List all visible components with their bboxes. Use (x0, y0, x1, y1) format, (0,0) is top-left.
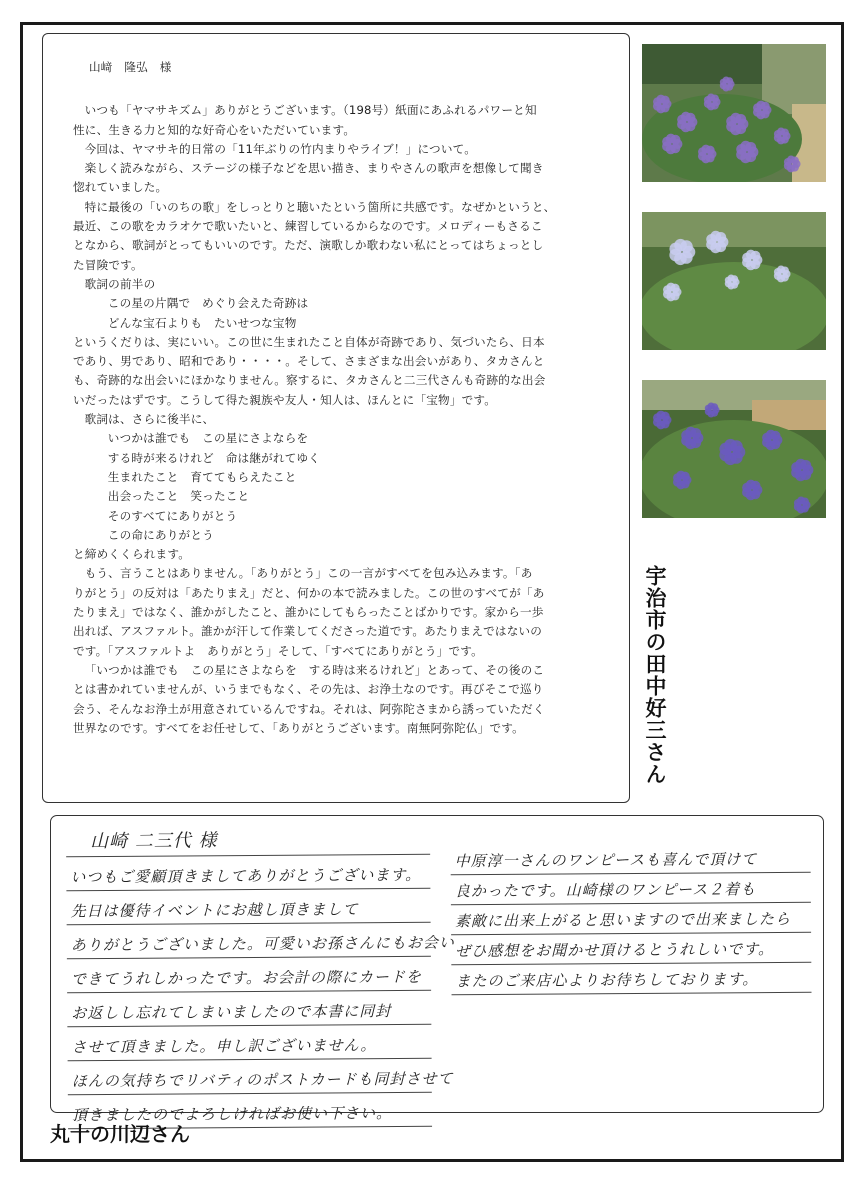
letter-line: この命にありがとう (107, 527, 214, 542)
note-line: 先日は優待イベントにお越し頂きまして (66, 889, 430, 926)
letter-body (73, 101, 611, 738)
letter-line: というくだりは、実にいい。この世に生まれたこと自体が奇跡であり、気づいたら、日本 (73, 334, 545, 349)
note-salutation: 山崎 二三代 様 (66, 821, 430, 858)
letter-line: いつも「ヤマサキズム」ありがとうございます。（198号）紙面にあふれるパワーと知 (84, 103, 537, 118)
note-line: させて頂きました。申し訳ございません。 (67, 1025, 431, 1062)
letter-line: もう、言うことはありません。「ありがとう」この一言がすべてを包み込みます。「あ (84, 566, 533, 581)
letter-line: も、奇跡的な出会いにほかなりません。察するに、タカさんと二三代さんも奇跡的な出会 (73, 373, 546, 388)
typed-letter (42, 33, 630, 803)
letter-line: 歌詞の前半の (84, 276, 156, 291)
letter-line: 楽しく読みながら、ステージの様子などを思い描き、まりやさんの歌声を想像して聞き (84, 161, 544, 176)
note-line: 頂きましたのでよろしければお使い下さい。 (68, 1093, 432, 1130)
letter-line: そのすべてにありがとう (107, 508, 238, 523)
letter-line: となから、歌詞がとってもいいのです。ただ、演歌しか歌わない私にとってはちょっとし (73, 238, 544, 253)
signature: 丸十の川辺さん (50, 1122, 190, 1146)
letter-line: です。「アスファルトよ ありがとう」そして、「すべてにありがとう」です。 (73, 643, 483, 658)
letter-line: 最近、この歌をカラオケで歌いたいと、練習しているからなのです。メロディーもさるこ (73, 219, 543, 234)
letter-line: りがとう」の反対は「あたりまえ」だと、何かの本で読みました。この世のすべてが「あ (73, 585, 545, 600)
letter-line: た冒険です。 (73, 257, 143, 272)
note-line: 中原淳一さんのワンピースも喜んで頂けて (450, 843, 810, 876)
letter-line: 今回は、ヤマサキ的日常の「11年ぶりの竹内まりやライブ！」について。 (84, 141, 476, 156)
letter-line: この星の片隅で めぐり会えた奇跡は (107, 296, 309, 311)
letter-line: 「いつかは誰でも この星にさよならを する時は来るけれど」とあって、その後のこ (84, 662, 545, 677)
letter-line: たりまえ」ではなく、誰かがしたこと、誰かにしてもらったことばかりです。家から一歩 (73, 605, 544, 620)
letter-line: 生まれたこと 育ててもらえたこと (107, 469, 297, 484)
letter-line: 特に最後の「いのちの歌」をしっとりと聴いたという箇所に共感です。なぜかというと、 (84, 199, 556, 214)
note-line: ありがとうございました。可愛いお孫さんにもお会い (67, 923, 431, 960)
vertical-caption: 宇治市の田中好三さん (643, 565, 667, 785)
note-line: できてうれしかったです。お会計の際にカードを (67, 957, 431, 994)
letter-line: 惚れていました。 (73, 180, 168, 195)
letter-line: 世界なのです。すべてをお任せして、「ありがとうございます。南無阿弥陀仏」です。 (73, 720, 524, 735)
letter-line: 出会ったこと 笑ったこと (107, 489, 250, 504)
letter-line: どんな宝石よりも たいせつな宝物 (107, 315, 297, 330)
note-line: ぜひ感想をお聞かせ頂けるとうれしいです。 (451, 933, 811, 966)
hydrangea-photo-2 (642, 212, 826, 350)
letter-line: いだったはずです。こうして得た親族や友人・知人は、ほんとに「宝物」です。 (73, 392, 497, 407)
hydrangea-photo-1 (642, 44, 826, 182)
letter-line: いつかは誰でも この星にさよならを (107, 431, 309, 446)
letter-line: と締めくくられます。 (73, 547, 191, 562)
letter-line: する時が来るけれど 命は継がれてゆく (107, 450, 321, 465)
note-right-column (450, 843, 811, 996)
letter-line: とは書かれていませんが、いうまでもなく、その先は、お浄土なのです。再びそこで巡り (73, 682, 544, 697)
note-line: 良かったです。山崎様のワンピース２着も (451, 873, 811, 906)
note-line: 素敵に出来上がると思いますので出来ましたら (451, 903, 811, 936)
letter-addressee: 山﨑 隆弘 様 (89, 60, 172, 74)
letter-line: であり、男であり、昭和であり・・・・。そして、さまざまな出会いがあり、タカさんと (73, 354, 545, 369)
letter-line: 歌詞は、さらに後半に、 (84, 412, 215, 427)
note-line: ほんの気持ちでリバティのポストカードも同封させて (68, 1059, 432, 1096)
note-line: お返しし忘れてしまいましたので本書に同封 (67, 991, 431, 1028)
letter-line: 出れば、アスファルト。誰かが汗して作業してくださった道です。あたりまえではないの (73, 624, 543, 639)
letter-line: 性に、生きる力と知的な好奇心をいただいています。 (73, 122, 356, 137)
letter-line: 会う、そんなお浄土が用意されているんですね。それは、阿弥陀さまから誘っていただく (73, 701, 545, 716)
hydrangea-photo-3 (642, 380, 826, 518)
note-left-column (66, 821, 455, 1130)
note-line: いつもご愛顧頂きましてありがとうございます。 (66, 855, 430, 892)
note-line: またのご来店心よりお待ちしております。 (451, 963, 811, 996)
handwritten-note (50, 815, 824, 1125)
